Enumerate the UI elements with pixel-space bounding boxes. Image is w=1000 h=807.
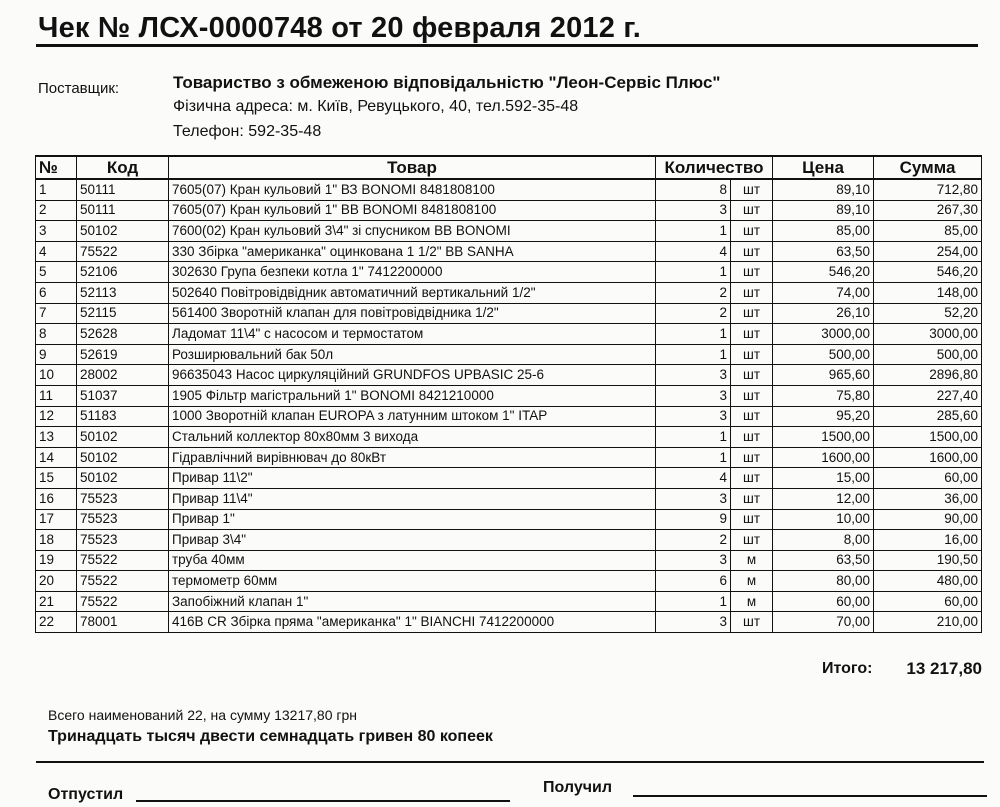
released-by-signature-line [136,800,510,802]
table-row [36,344,982,365]
summary-amount-words: Тринадцать тысяч двести семнадцать гривен 80 копеек [48,728,493,745]
row-sum: 500,00 [874,344,982,365]
row-sum: 210,00 [874,612,982,633]
table-row [36,241,982,262]
row-sum: 52,20 [874,303,982,324]
row-sum: 254,00 [874,241,982,262]
row-unit: шт [731,303,773,324]
row-quantity: 1 [656,262,731,283]
row-quantity: 3 [656,488,731,509]
row-product-name: Привар 11\2" [169,468,656,489]
row-product-name: 7605(07) Кран кульовий 1" ВЗ BONOMI 8481808100 [169,179,656,200]
row-quantity: 1 [656,344,731,365]
row-unit: шт [731,447,773,468]
row-code: 52106 [77,262,169,283]
table-row [36,488,982,509]
row-product-name: 7600(02) Кран кульовий 3\4" зі спусником ВВ BONOMI [169,221,656,242]
row-unit: шт [731,488,773,509]
supplier-phone: Телефон: 592-35-48 [173,123,322,140]
row-sum: 190,50 [874,550,982,571]
row-code: 50102 [77,447,169,468]
row-number: 4 [36,241,77,262]
row-code: 51183 [77,406,169,427]
row-sum: 1500,00 [874,427,982,448]
row-quantity: 9 [656,509,731,530]
received-by-signature-line [633,795,987,797]
row-sum: 90,00 [874,509,982,530]
row-number: 20 [36,571,77,592]
header-price: Цена [773,156,874,179]
row-code: 75523 [77,488,169,509]
row-sum: 267,30 [874,200,982,221]
row-price: 8,00 [773,530,874,551]
row-code: 50102 [77,427,169,448]
table-row [36,530,982,551]
row-quantity: 3 [656,612,731,633]
row-price: 26,10 [773,303,874,324]
header-product: Товар [169,156,656,179]
table-row [36,179,982,200]
row-code: 51037 [77,385,169,406]
row-quantity: 2 [656,530,731,551]
row-number: 3 [36,221,77,242]
row-price: 500,00 [773,344,874,365]
row-code: 75523 [77,509,169,530]
table-row [36,365,982,386]
released-by-label: Отпустил [48,786,124,803]
row-code: 50102 [77,468,169,489]
row-product-name: Запобіжний клапан 1" [169,591,656,612]
row-number: 8 [36,324,77,345]
row-quantity: 1 [656,427,731,448]
header-quantity: Количество [656,156,773,179]
row-price: 60,00 [773,591,874,612]
row-sum: 1600,00 [874,447,982,468]
row-sum: 60,00 [874,468,982,489]
row-product-name: 330 Збірка "американка" оцинкована 1 1/2" ВВ SANHA [169,241,656,262]
row-price: 89,10 [773,179,874,200]
row-quantity: 2 [656,282,731,303]
table-row [36,385,982,406]
row-sum: 148,00 [874,282,982,303]
row-code: 52619 [77,344,169,365]
total-label: Итого: [822,660,873,677]
row-unit: шт [731,221,773,242]
table-row [36,591,982,612]
row-number: 16 [36,488,77,509]
row-number: 21 [36,591,77,612]
row-unit: шт [731,530,773,551]
table-row [36,406,982,427]
row-sum: 227,40 [874,385,982,406]
header-num: № [36,156,77,179]
row-code: 78001 [77,612,169,633]
table-body [36,179,982,633]
row-code: 52115 [77,303,169,324]
row-product-name: 96635043 Насос циркуляційний GRUNDFOS UPBASIC 25-6 [169,365,656,386]
row-number: 6 [36,282,77,303]
row-quantity: 3 [656,385,731,406]
row-code: 75522 [77,591,169,612]
row-unit: м [731,550,773,571]
table-row [36,221,982,242]
row-unit: шт [731,262,773,283]
row-unit: шт [731,365,773,386]
row-quantity: 8 [656,179,731,200]
table-row [36,571,982,592]
row-code: 50102 [77,221,169,242]
row-number: 17 [36,509,77,530]
row-number: 22 [36,612,77,633]
row-product-name: 1905 Фільтр магістральний 1" BONOMI 8421210000 [169,385,656,406]
row-product-name: Розширювальний бак 50л [169,344,656,365]
row-quantity: 6 [656,571,731,592]
table-row [36,550,982,571]
row-unit: шт [731,509,773,530]
row-price: 12,00 [773,488,874,509]
row-product-name: Привар 3\4" [169,530,656,551]
title-underline [36,44,978,47]
row-unit: м [731,571,773,592]
row-unit: м [731,591,773,612]
row-unit: шт [731,427,773,448]
row-quantity: 1 [656,591,731,612]
row-quantity: 1 [656,221,731,242]
row-product-name: 7605(07) Кран кульовий 1" ВВ BONOMI 8481808100 [169,200,656,221]
items-table [35,155,982,633]
row-code: 50111 [77,200,169,221]
row-quantity: 2 [656,303,731,324]
row-quantity: 1 [656,447,731,468]
row-number: 19 [36,550,77,571]
row-code: 75522 [77,241,169,262]
row-quantity: 3 [656,550,731,571]
row-unit: шт [731,324,773,345]
row-number: 11 [36,385,77,406]
row-number: 5 [36,262,77,283]
row-quantity: 1 [656,324,731,345]
table-row [36,468,982,489]
row-price: 1500,00 [773,427,874,448]
document-title: Чек № ЛСХ-0000748 от 20 февраля 2012 г. [38,12,641,44]
table-row [36,282,982,303]
supplier-address: Фізична адреса: м. Київ, Ревуцького, 40, тел.592-35-48 [173,98,579,115]
row-product-name: Привар 1" [169,509,656,530]
row-sum: 712,80 [874,179,982,200]
row-code: 75523 [77,530,169,551]
row-unit: шт [731,241,773,262]
row-price: 3000,00 [773,324,874,345]
header-sum: Сумма [874,156,982,179]
row-number: 15 [36,468,77,489]
row-unit: шт [731,385,773,406]
row-quantity: 4 [656,468,731,489]
row-product-name: 1000 Зворотній клапан EUROPA з латунним штоком 1" ITAP [169,406,656,427]
row-product-name: 302630 Група безпеки котла 1" 7412200000 [169,262,656,283]
row-quantity: 3 [656,365,731,386]
table-row [36,427,982,448]
row-number: 14 [36,447,77,468]
row-sum: 36,00 [874,488,982,509]
row-product-name: Привар 11\4" [169,488,656,509]
row-price: 965,60 [773,365,874,386]
row-unit: шт [731,468,773,489]
row-price: 80,00 [773,571,874,592]
row-number: 9 [36,344,77,365]
row-product-name: 502640 Повітровідвідник автоматичний вертикальний 1/2" [169,282,656,303]
row-product-name: 561400 Зворотній клапан для повітровідвідника 1/2" [169,303,656,324]
row-number: 1 [36,179,77,200]
row-price: 546,20 [773,262,874,283]
row-price: 63,50 [773,241,874,262]
summary-count: Всего наименований 22, на сумму 13217,80 грн [48,707,357,723]
row-price: 1600,00 [773,447,874,468]
row-code: 75522 [77,550,169,571]
row-sum: 85,00 [874,221,982,242]
row-price: 70,00 [773,612,874,633]
row-number: 10 [36,365,77,386]
row-sum: 2896,80 [874,365,982,386]
table-row [36,303,982,324]
total-value: 13 217,80 [906,659,982,678]
row-code: 50111 [77,179,169,200]
row-number: 13 [36,427,77,448]
table-row [36,509,982,530]
table-header-row [36,156,982,179]
row-price: 15,00 [773,468,874,489]
signature-divider [36,761,984,763]
row-code: 75522 [77,571,169,592]
row-sum: 16,00 [874,530,982,551]
table-row [36,200,982,221]
row-price: 75,80 [773,385,874,406]
row-product-name: Стальний коллектор 80х80мм 3 вихода [169,427,656,448]
row-price: 74,00 [773,282,874,303]
row-sum: 60,00 [874,591,982,612]
received-by-label: Получил [543,779,613,796]
row-code: 52628 [77,324,169,345]
supplier-label: Поставщик: [38,80,120,97]
row-price: 95,20 [773,406,874,427]
row-number: 7 [36,303,77,324]
table-row [36,447,982,468]
table-row [36,262,982,283]
row-unit: шт [731,200,773,221]
row-quantity: 3 [656,200,731,221]
row-product-name: труба 40мм [169,550,656,571]
row-product-name: Ладомат 11\4" с насосом и термостатом [169,324,656,345]
row-unit: шт [731,282,773,303]
row-price: 10,00 [773,509,874,530]
table-row [36,324,982,345]
supplier-name: Товариство з обмеженою відповідальністю "Леон-Сервіс Плюс" [173,73,721,92]
row-number: 2 [36,200,77,221]
row-number: 12 [36,406,77,427]
row-price: 85,00 [773,221,874,242]
row-price: 89,10 [773,200,874,221]
header-code: Код [77,156,169,179]
table-row [36,612,982,633]
row-unit: шт [731,612,773,633]
row-sum: 285,60 [874,406,982,427]
row-sum: 546,20 [874,262,982,283]
row-quantity: 4 [656,241,731,262]
row-sum: 480,00 [874,571,982,592]
row-sum: 3000,00 [874,324,982,345]
row-unit: шт [731,344,773,365]
row-product-name: Гідравлічний вирівнювач до 80кВт [169,447,656,468]
row-code: 28002 [77,365,169,386]
row-price: 63,50 [773,550,874,571]
row-product-name: термометр 60мм [169,571,656,592]
row-unit: шт [731,179,773,200]
row-unit: шт [731,406,773,427]
row-code: 52113 [77,282,169,303]
row-number: 18 [36,530,77,551]
row-product-name: 416B CR Збірка пряма "американка" 1" BIANCHI 7412200000 [169,612,656,633]
row-quantity: 3 [656,406,731,427]
